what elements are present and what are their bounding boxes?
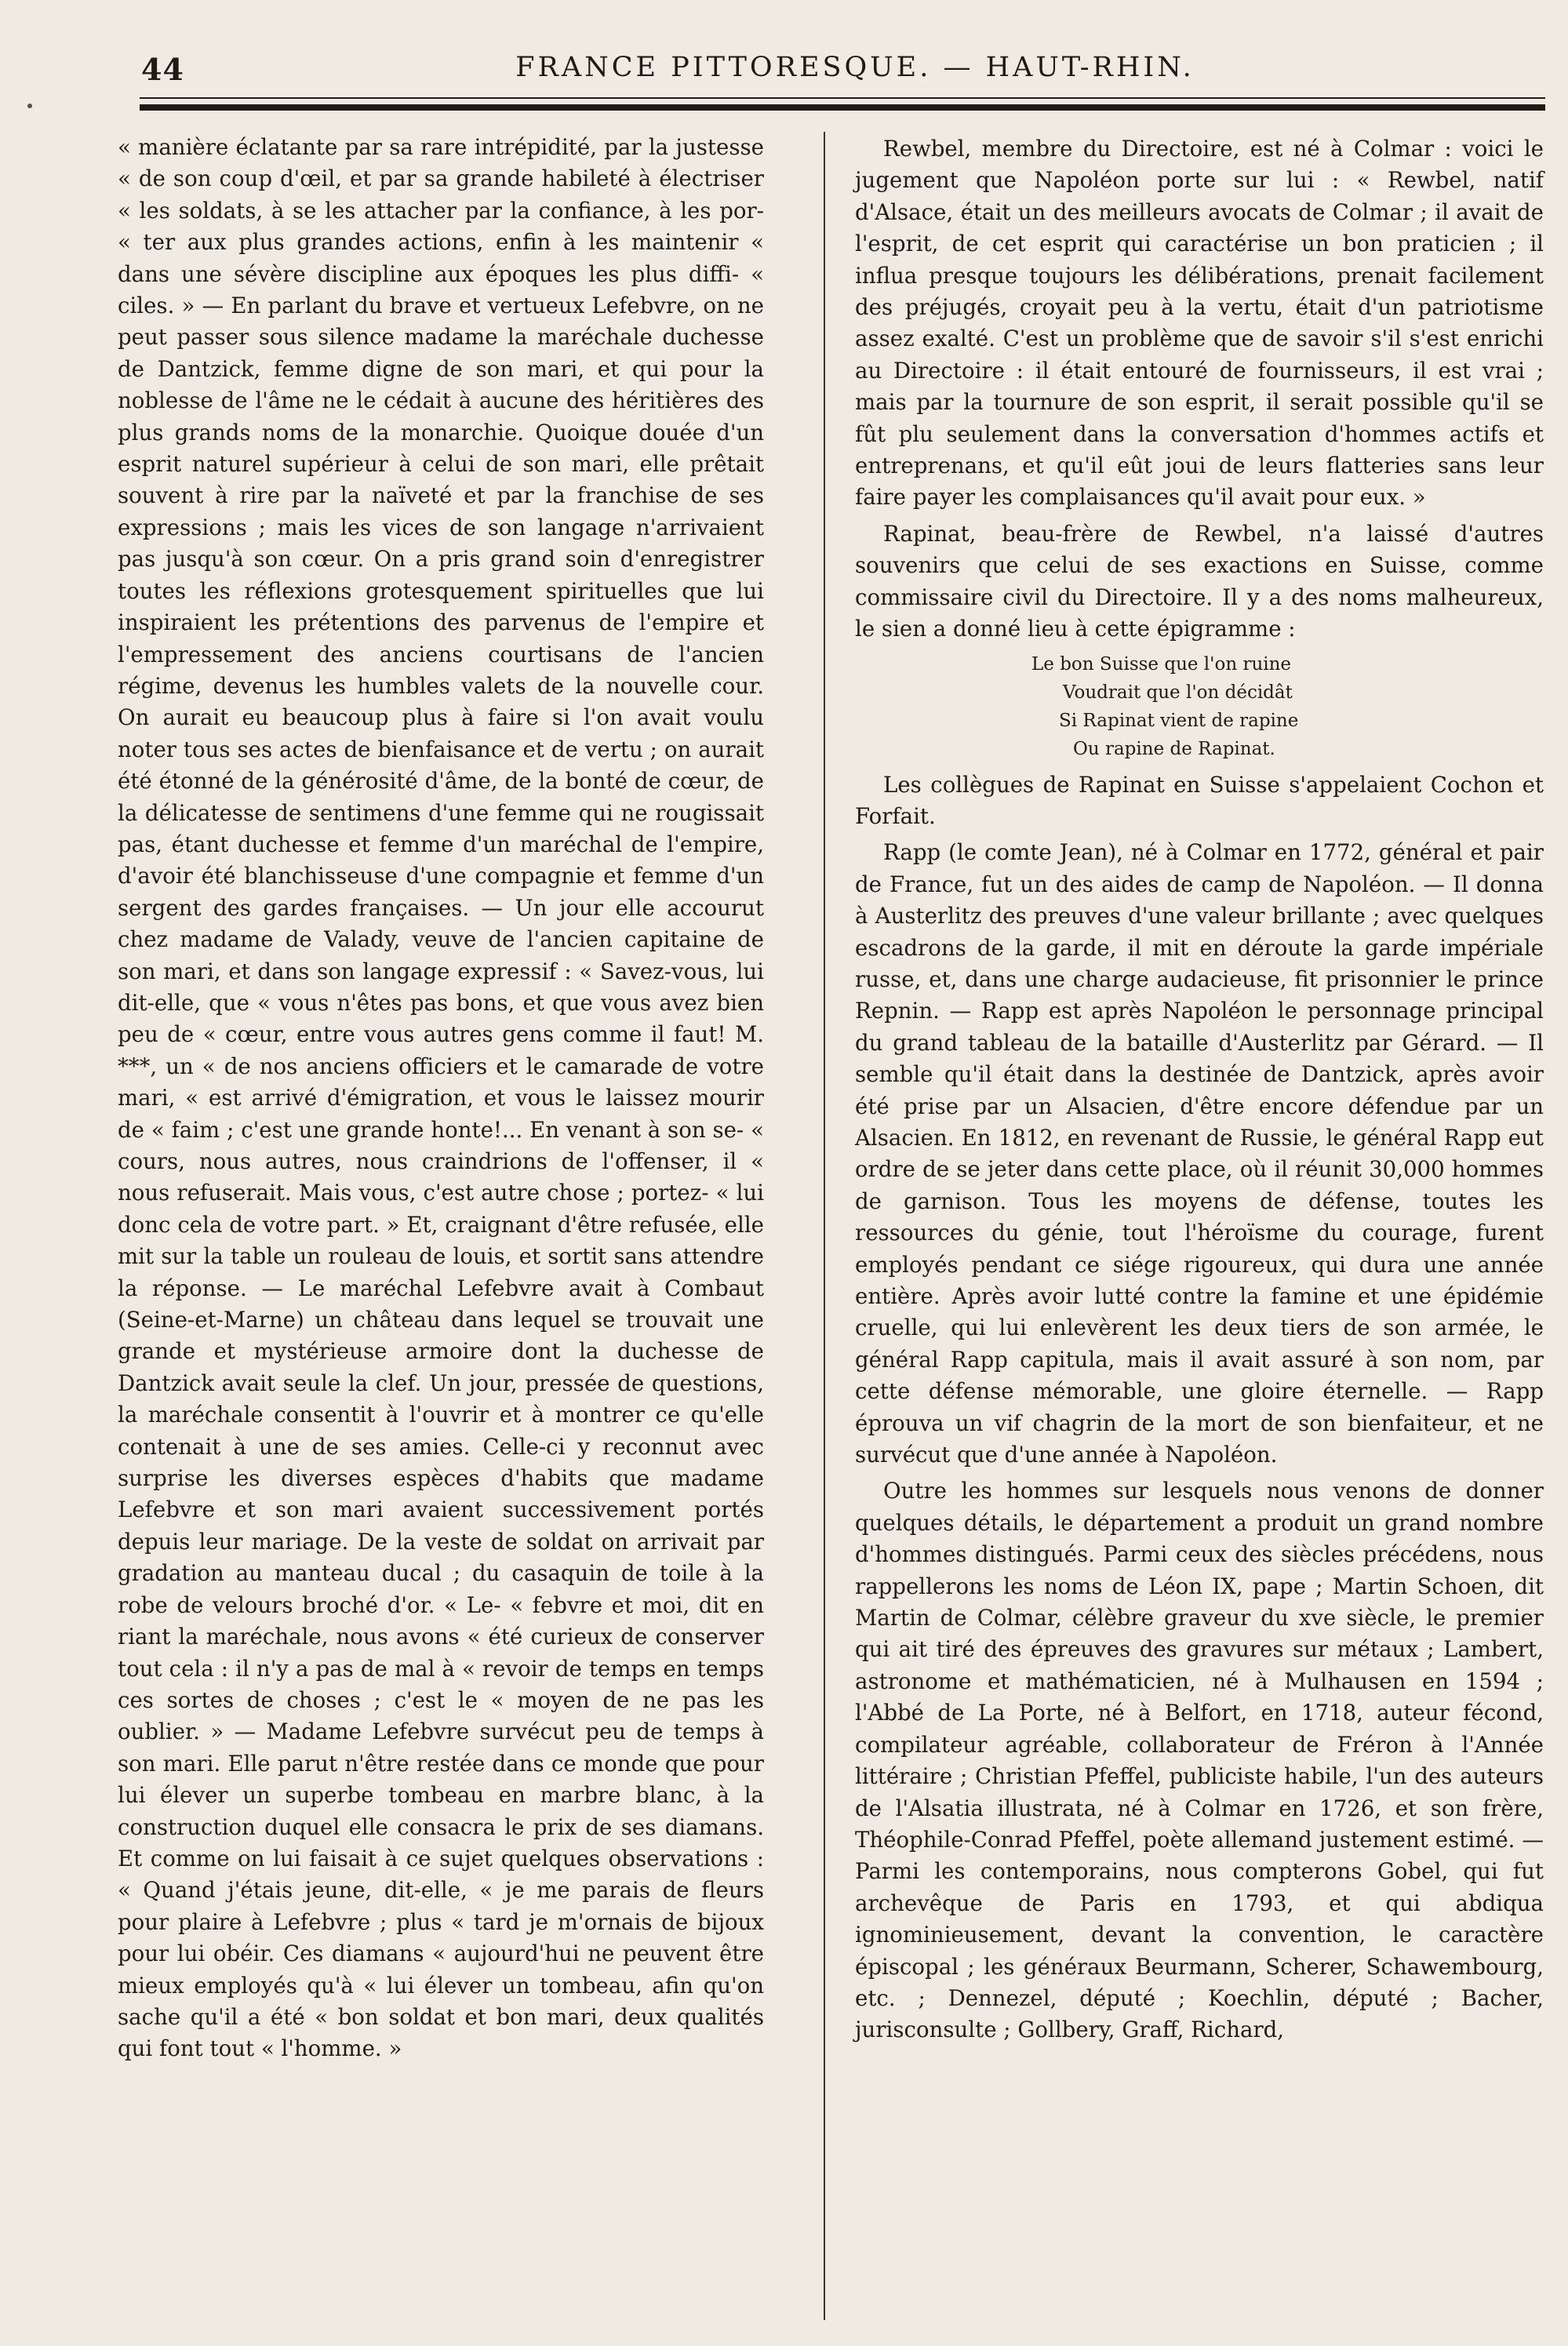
right-column — [855, 133, 1544, 2051]
left-column — [118, 132, 764, 2070]
left-paragraph-lefebvre: « manière éclatante par sa rare intrépidité, par la justesse « de son coup d'œil, et par sa grande habileté à électriser « les soldats, à se les attacher par la confiance, à les por- « ter aux plus grandes actions, enfin à les maintenir « dans une sévère discipline aux époques les plus diffi- « ciles. » — En parlant du brave et vertueux Lefebvre, on ne peut passer sous silence madame la maréchale duchesse de Dantzick, femme digne de son mari, et qui pour la noblesse de l'âme ne le cédait à aucune des héritières des plus grands noms de la monarchie. Quoique douée d'un esprit naturel supérieur à celui de son mari, elle prêtait souvent à rire par la naïveté et par la franchise de ses expressions ; mais les vices de son langage n'arrivaient pas jusqu'à son cœur. On a pris grand soin d'enregistrer toutes les réflexions grotesquement spirituelles que lui inspiraient les prétentions des parvenus de l'empire et l'empressement des anciens courtisans de l'ancien régime, devenus les humbles valets de la nouvelle cour. On aurait eu beaucoup plus à faire si l'on avait voulu noter tous ses actes de bienfaisance et de vertu ; on aurait été étonné de la générosité d'âme, de la bonté de cœur, de la délicatesse de sentimens d'une femme qui ne rougissait pas, étant duchesse et femme d'un maréchal de l'empire, d'avoir été blanchisseuse d'une compagnie et femme d'un sergent des gardes françaises. — Un jour elle accourut chez madame de Valady, veuve de l'ancien capitaine de son mari, et dans son langage expressif : « Savez-vous, lui dit-elle, que « vous n'êtes pas bons, et que vous avez bien peu de « cœur, entre vous autres gens comme il faut! M. ***, un « de nos anciens officiers et le camarade de votre mari, « est arrivé d'émigration, et vous le laissez mourir de « faim ; c'est une grande honte!... En venant à son se- « cours, nous autres, nous craindrions de l'offenser, il « nous refuserait. Mais vous, c'est autre chose ; portez- « lui donc cela de votre part. » Et, craignant d'être refusée, elle mit sur la table un rouleau de louis, et sortit sans attendre la réponse. — Le maréchal Lefebvre avait à Combaut (Seine-et-Marne) un château dans lequel se trouvait une grande et mystérieuse armoire dont la duchesse de Dantzick avait seule la clef. Un jour, pressée de questions, la maréchale consentit à l'ouvrir et à montrer ce qu'elle contenait à une de ses amies. Celle-ci y reconnut avec surprise les diverses espèces d'habits que madame Lefebvre et son mari avaient successivement portés depuis leur mariage. De la veste de soldat on arrivait par gradation au manteau ducal ; du casaquin de toile à la robe de velours broché d'or. « Le- « febvre et moi, dit en riant la maréchale, nous avons « été curieux de conserver tout cela : il n'y a pas de mal à « revoir de temps en temps ces sortes de choses ; c'est le « moyen de ne pas les oublier. » — Madame Lefebvre survécut peu de temps à son mari. Elle parut n'être restée dans ce monde que pour lui élever un superbe tombeau en marbre blanc, à la construction duquel elle consacra le prix de ses diamans. Et comme on lui faisait à ce sujet quelques observations : « Quand j'étais jeune, dit-elle, « je me parais de fleurs pour plaire à Lefebvre ; plus « tard je m'ornais de bijoux pour lui obéir. Ces diamans « aujourd'hui ne peuvent être mieux employés qu'à « lui élever un tombeau, afin qu'on sache qu'il a été « bon soldat et bon mari, deux qualités qui font tout « l'homme. » — [118, 134, 764, 2062]
verse-line: Le bon Suisse que l'on ruine — [1031, 653, 1292, 675]
verse-line: Ou rapine de Rapinat. — [1073, 738, 1275, 759]
epigram-verse — [855, 650, 1544, 763]
page-number: 44 — [141, 52, 184, 87]
verse-line: Voudrait que l'on décidât — [1063, 682, 1293, 703]
running-title: FRANCE PITTORESQUE. — HAUT-RHIN. — [515, 52, 1195, 83]
paragraph-outre: Outre les hommes sur lesquels nous venons de donner quelques détails, le département a produit un grand nombre d'hommes distingués. Parmi ceux des siècles précédens, nous rappellerons les noms de Léon IX, pape ; Martin Schoen, dit Martin de Colmar, célèbre graveur du xve siècle, le premier qui ait tiré des épreuves des gravures sur métaux ; Lambert, astronome et mathématicien, né à Mulhausen en 1594 ; l'Abbé de La Porte, né à Belfort, en 1718, auteur fécond, compilateur agréable, collaborateur de Fréron à l'Année littéraire ; Christian Pfeffel, publiciste habile, l'un des auteurs de l'Alsatia illustrata, né à Colmar en 1726, et son frère, Théophile-Conrad Pfeffel, poète allemand justement estimé. — Parmi les contemporains, nous compterons Gobel, qui fut archevêque de Paris en 1793, et qui abdiqua ignominieusement, devant la convention, le caractère épiscopal ; les généraux Beurmann, Scherer, Schawembourg, etc. ; Dennezel, député ; Koechlin, député ; Bacher, jurisconsulte ; Gollbery, Graff, Richard, — [855, 1478, 1544, 2043]
paragraph-rapp: Rapp (le comte Jean), né à Colmar en 1772, général et pair de France, fut un des aides de camp de Napoléon. — Il donna à Austerlitz des preuves d'une valeur brillante ; avec quelques escadrons de la garde, il mit en déroute la garde impériale russe, et, dans une charge audacieuse, fit prisonnier le prince Repnin. — Rapp est après Napoléon le personnage principal du grand tableau de la bataille d'Austerlitz par Gérard. — Il semble qu'il était dans la destinée de Dantzick, après avoir été prise par un Alsacien, d'être encore défendue par un Alsacien. En 1812, en revenant de Russie, le général Rapp eut ordre de se jeter dans cette place, où il réunit 30,000 hommes de garnison. Tous les moyens de défense, toutes les ressources du génie, tout l'héroïsme du courage, furent employés pendant ce siége rigoureux, qui dura une année entière. Après avoir lutté contre la famine et une épidémie cruelle, qui lui enlevèrent les deux tiers de son armée, le général Rapp capitula, mais il avait assuré à son nom, par cette défense mémorable, une gloire éternelle. — Rapp éprouva un vif chagrin de la mort de son bienfaiteur, et ne survécut que d'une année à Napoléon. — [855, 839, 1544, 1468]
paragraph-rapinat: Rapinat, beau-frère de Rewbel, n'a laissé d'autres souvenirs que celui de ses exactions en Suisse, comme commissaire civil du Directoire. Il y a des noms malheureux, le sien a donné lieu à cette épigramme : — [855, 520, 1544, 642]
verse-line: Si Rapinat vient de rapine — [1059, 710, 1299, 731]
header-rule-thin — [140, 97, 1545, 99]
paragraph-rewbel: Rewbel, membre du Directoire, est né à Colmar : voici le jugement que Napoléon porte sur lui : « Rewbel, natif d'Alsace, était un des meilleurs avocats de Colmar ; il avait de l'esprit, de cet esprit qui caractérise un bon praticien ; il influa presque toujours les délibérations, prenait facilement des préjugés, croyait peu à la vertu, était d'un patriotisme assez exalté. C'est un problème que de savoir s'il s'est enrichi au Directoire : il était entouré de fournisseurs, il est vrai ; mais par la tournure de son esprit, il serait possible qu'il se fût plu seulement dans la conversation d'hommes actifs et entreprenans, et qu'il eût joui de leurs flatteries sans leur faire payer les complaisances qu'il avait pour eux. » — [855, 136, 1544, 511]
page-header — [118, 45, 1545, 93]
column-divider — [824, 132, 825, 2320]
paper-speck — [27, 104, 32, 108]
paragraph-collegues: Les collègues de Rapinat en Suisse s'appelaient Cochon et Forfait. — [855, 771, 1544, 829]
header-rule-thick — [140, 104, 1545, 111]
